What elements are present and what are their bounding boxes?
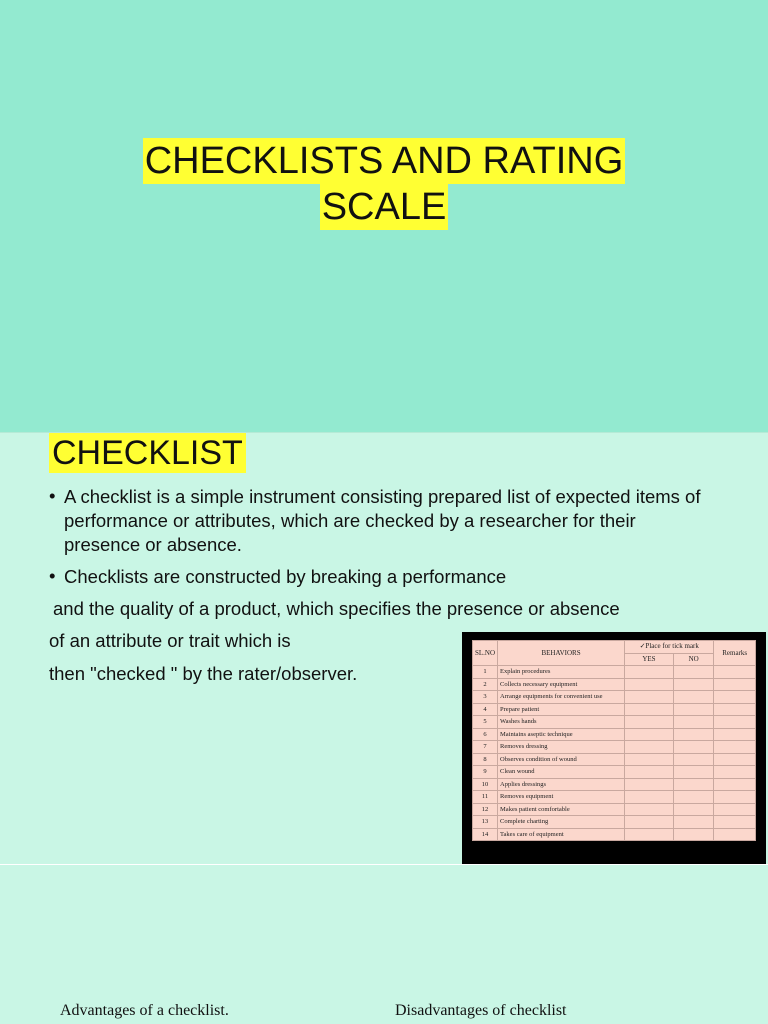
checklist-slide xyxy=(0,432,768,864)
remarks-cell xyxy=(714,816,756,829)
bullet-text-2: Checklists are constructed by breaking a performance xyxy=(64,566,507,587)
table-row xyxy=(473,803,756,816)
title-line-1: CHECKLISTS AND RATING xyxy=(144,140,624,182)
remarks-cell xyxy=(714,753,756,766)
row-behavior: Maintains aseptic technique xyxy=(498,728,625,741)
checklist-heading: CHECKLIST xyxy=(49,433,246,473)
yes-cell xyxy=(625,741,674,754)
row-behavior: Observes condition of wound xyxy=(498,753,625,766)
table-row xyxy=(473,728,756,741)
row-behavior: Removes equipment xyxy=(498,791,625,804)
remarks-cell xyxy=(714,778,756,791)
paragraph-line: and the quality of a product, which specifies the presence or absence xyxy=(53,598,620,619)
advantages-slide xyxy=(0,865,768,1024)
remarks-cell xyxy=(714,728,756,741)
bullet-text-1: A checklist is a simple instrument consisting prepared list of expected items of performance or attributes, which are checked by a researcher for their presence or absence. xyxy=(64,486,701,555)
no-cell xyxy=(673,741,714,754)
table-row xyxy=(473,691,756,704)
row-behavior: Collects necessary equipment xyxy=(498,678,625,691)
col-behaviors-header: BEHAVIORS xyxy=(498,641,625,666)
col-tick-header: ✓Place for tick mark xyxy=(625,641,714,654)
row-number: 6 xyxy=(473,728,498,741)
remarks-cell xyxy=(714,828,756,841)
no-cell xyxy=(673,816,714,829)
yes-cell xyxy=(625,778,674,791)
checklist-table-image xyxy=(462,632,766,864)
yes-cell xyxy=(625,728,674,741)
remarks-cell xyxy=(714,666,756,679)
table-row xyxy=(473,828,756,841)
remarks-cell xyxy=(714,703,756,716)
no-cell xyxy=(673,828,714,841)
yes-cell xyxy=(625,803,674,816)
row-behavior: Clean wound xyxy=(498,766,625,779)
table-row xyxy=(473,703,756,716)
table-row xyxy=(473,753,756,766)
paragraph-line: of an attribute or trait which is xyxy=(49,630,291,651)
row-number: 11 xyxy=(473,791,498,804)
table-row xyxy=(473,666,756,679)
row-number: 14 xyxy=(473,828,498,841)
col-yes-header: YES xyxy=(625,653,674,666)
title-slide xyxy=(0,0,768,432)
yes-cell xyxy=(625,828,674,841)
no-cell xyxy=(673,778,714,791)
row-behavior: Complete charting xyxy=(498,816,625,829)
remarks-cell xyxy=(714,741,756,754)
row-number: 9 xyxy=(473,766,498,779)
row-number: 13 xyxy=(473,816,498,829)
checklist-table xyxy=(472,640,756,841)
yes-cell xyxy=(625,691,674,704)
row-number: 3 xyxy=(473,691,498,704)
yes-cell xyxy=(625,791,674,804)
table-row xyxy=(473,741,756,754)
table-row xyxy=(473,791,756,804)
yes-cell xyxy=(625,703,674,716)
col-slno-header: SL.NO xyxy=(473,641,498,666)
col-remarks-header: Remarks xyxy=(714,641,756,666)
title-line-2: SCALE xyxy=(321,186,447,228)
remarks-cell xyxy=(714,803,756,816)
table-row xyxy=(473,816,756,829)
yes-cell xyxy=(625,816,674,829)
yes-cell xyxy=(625,666,674,679)
no-cell xyxy=(673,716,714,729)
row-behavior: Makes patient comfortable xyxy=(498,803,625,816)
table-row xyxy=(473,716,756,729)
row-number: 8 xyxy=(473,753,498,766)
yes-cell xyxy=(625,766,674,779)
no-cell xyxy=(673,691,714,704)
remarks-cell xyxy=(714,791,756,804)
table-row xyxy=(473,678,756,691)
row-behavior: Applies dressings xyxy=(498,778,625,791)
row-number: 7 xyxy=(473,741,498,754)
bullet-marker: • xyxy=(49,485,56,506)
table-row xyxy=(473,766,756,779)
row-behavior: Removes dressing xyxy=(498,741,625,754)
yes-cell xyxy=(625,753,674,766)
no-cell xyxy=(673,791,714,804)
no-cell xyxy=(673,666,714,679)
yes-cell xyxy=(625,678,674,691)
row-behavior: Prepare patient xyxy=(498,703,625,716)
bullet-marker: • xyxy=(49,565,56,586)
row-behavior: Washes hands xyxy=(498,716,625,729)
row-behavior: Arrange equipments for convenient use xyxy=(498,691,625,704)
remarks-cell xyxy=(714,691,756,704)
paragraph-line: then "checked " by the rater/observer. xyxy=(49,663,358,684)
no-cell xyxy=(673,728,714,741)
advantages-heading: Advantages of a checklist. xyxy=(60,1002,229,1019)
yes-cell xyxy=(625,716,674,729)
no-cell xyxy=(673,703,714,716)
row-behavior: Explain procedures xyxy=(498,666,625,679)
row-number: 4 xyxy=(473,703,498,716)
row-behavior: Takes care of equipment xyxy=(498,828,625,841)
remarks-cell xyxy=(714,716,756,729)
no-cell xyxy=(673,803,714,816)
row-number: 10 xyxy=(473,778,498,791)
remarks-cell xyxy=(714,766,756,779)
no-cell xyxy=(673,678,714,691)
row-number: 2 xyxy=(473,678,498,691)
no-cell xyxy=(673,753,714,766)
row-number: 1 xyxy=(473,666,498,679)
row-number: 5 xyxy=(473,716,498,729)
col-no-header: NO xyxy=(673,653,714,666)
row-number: 12 xyxy=(473,803,498,816)
slide-title xyxy=(0,138,768,230)
table-row xyxy=(473,778,756,791)
no-cell xyxy=(673,766,714,779)
disadvantages-heading: Disadvantages of checklist xyxy=(395,1002,567,1019)
remarks-cell xyxy=(714,678,756,691)
